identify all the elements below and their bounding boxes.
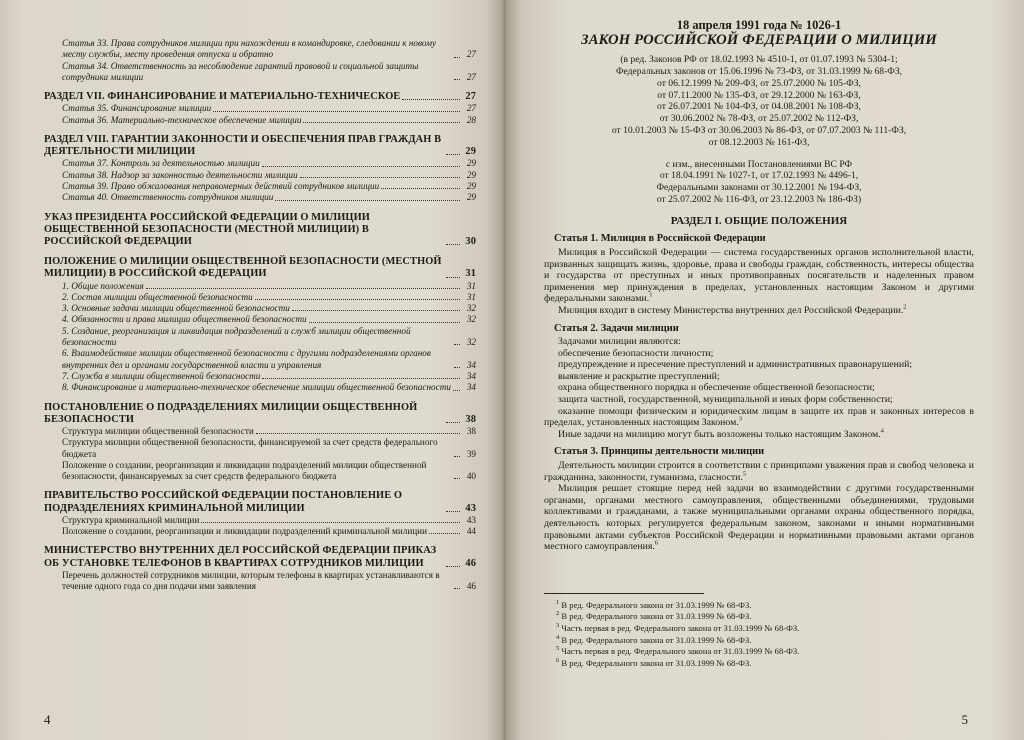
toc-entry xyxy=(44,371,476,382)
section-heading: РАЗДЕЛ I. ОБЩИЕ ПОЛОЖЕНИЯ xyxy=(670,214,848,227)
toc-page-number: 29 xyxy=(466,158,476,169)
amendment-line: от 10.01.2003 № 15-ФЗ от 30.06.2003 № 86-ФЗ, от 07.07.2003 № 111-ФЗ, xyxy=(611,124,907,136)
footnote-mark: 1 xyxy=(556,598,560,606)
toc-part-heading xyxy=(44,402,476,426)
law-date: 18 апреля 1991 года № 1026-1 xyxy=(676,18,842,32)
toc-page-number: 46 xyxy=(466,581,476,592)
toc-entry-text: Перечень должностей сотрудников милиции, которым телефоны в квартирах устанавливаются в течение одного года со дня подачи ими заявления xyxy=(62,569,440,592)
toc-entry-text: 4. Обязанности и права милиции общественной безопасности xyxy=(62,314,307,325)
toc-leader xyxy=(381,188,460,189)
toc-entry-text: Статья 36. Материально-техническое обеспечение милиции xyxy=(62,114,302,125)
toc-page-number: 27 xyxy=(466,71,476,82)
toc-part-heading xyxy=(44,256,476,280)
toc-leader xyxy=(446,566,460,567)
toc-page-number: 46 xyxy=(465,557,476,569)
article-2-heading: Статья 2. Задачи милиции xyxy=(554,322,679,334)
task-item: охрана общественного порядка и обеспечение общественной безопасности; xyxy=(558,382,875,394)
toc-page-number: 31 xyxy=(466,280,476,291)
toc-page-number: 29 xyxy=(466,169,476,180)
toc-page-number: 27 xyxy=(465,91,476,103)
page-number-right: 5 xyxy=(961,712,968,727)
toc-part-heading xyxy=(44,545,476,569)
toc-page-number: 38 xyxy=(465,413,476,425)
footnote-text: Часть первая в ред. Федерального закона от 31.03.1999 № 68-ФЗ. xyxy=(559,622,800,633)
toc-entry-text: ПРАВИТЕЛЬСТВО РОССИЙСКОЙ ФЕДЕРАЦИИ ПОСТАНОВЛЕНИЕ О ПОДРАЗДЕЛЕНИЯХ КРИМИНАЛЬНОЙ МИЛИЦИИ xyxy=(44,490,403,514)
toc-page-number: 34 xyxy=(466,382,476,393)
toc-part-heading xyxy=(44,91,476,103)
toc-entry xyxy=(44,303,476,314)
amendment-line: (в ред. Законов РФ от 18.02.1993 № 4510-1, от 01.07.1993 № 5304-1; xyxy=(620,54,898,66)
toc-entry xyxy=(44,181,476,192)
law-title: ЗАКОН РОССИЙСКОЙ ФЕДЕРАЦИИ О МИЛИЦИИ xyxy=(581,31,937,48)
toc-leader xyxy=(309,322,460,323)
footnote xyxy=(544,600,974,612)
toc-entry xyxy=(44,382,476,393)
toc-leader xyxy=(262,166,460,167)
toc-page-number: 27 xyxy=(466,49,476,60)
task-item: обеспечение безопасности личности; xyxy=(558,347,714,359)
article-1-paragraph-2: Милиция входит в систему Министерства внутренних дел Российской Федерации.$^2$ xyxy=(558,303,907,316)
toc-leader xyxy=(300,177,460,178)
toc-leader xyxy=(275,200,460,201)
toc-leader xyxy=(454,344,460,345)
toc-entry xyxy=(44,326,476,349)
toc-entry xyxy=(44,192,476,203)
toc-page-number: 27 xyxy=(466,103,476,114)
change-line: с изм., внесенными Постановлениями ВС РФ xyxy=(665,158,853,170)
toc-leader xyxy=(201,522,460,523)
footnote-text: В ред. Федерального закона от 31.03.1999 № 68-ФЗ. xyxy=(559,599,752,610)
toc-leader xyxy=(446,422,460,423)
toc-entry xyxy=(44,170,476,181)
toc-leader xyxy=(256,433,460,434)
left-page xyxy=(0,0,506,740)
toc-entry-text: МИНИСТЕРСТВО ВНУТРЕННИХ ДЕЛ РОССИЙСКОЙ ФЕДЕРАЦИИ ПРИКАЗ ОБ УСТАНОВКЕ ТЕЛЕФОНОВ В КВАРТИРАХ СОТРУДНИКОВ МИЛИЦИИ xyxy=(44,545,437,569)
toc-page-number: 44 xyxy=(466,526,476,537)
task-item: защита частной, государственной, муниципальной и иных форм собственности; xyxy=(558,394,893,406)
toc-entry xyxy=(44,426,476,437)
amendment-line: Федеральных законов от 15.06.1996 № 73-ФЗ, от 31.03.1999 № 68-ФЗ, xyxy=(615,65,903,77)
toc-entry-text: РАЗДЕЛ VIII. ГАРАНТИИ ЗАКОННОСТИ И ОБЕСПЕЧЕНИЯ ПРАВ ГРАЖДАН В ДЕЯТЕЛЬНОСТИ МИЛИЦИИ xyxy=(44,133,442,158)
toc-entry-text: 7. Служба в милиции общественной безопасности xyxy=(62,370,261,381)
footnote-mark: 3 xyxy=(556,622,560,630)
amendment-line: от 26.07.2001 № 104-ФЗ, от 04.08.2001 № 108-ФЗ, xyxy=(657,101,861,113)
article-1-paragraph-1: Милиция в Российской Федерации — система государственных органов исполнительной власти, призванных защищать жизнь, здоровье, права и свободы граждан, собственность, интересы общества и государства от преступных и иных противоправных посягательств и наделенных правом применения мер принуждения в пределах, установленных настоящим Законом и другими федеральными законами.$^1$ xyxy=(544,246,974,305)
toc-page-number: 29 xyxy=(465,146,476,158)
footnote-mark: 6 xyxy=(556,656,560,664)
footnote xyxy=(544,646,974,658)
toc-entry-text: Статья 38. Надзор за законностью деятельности милиции xyxy=(62,169,298,180)
toc-page-number: 40 xyxy=(466,471,476,482)
toc-leader xyxy=(262,378,460,379)
footnote-text: Часть первая в ред. Федерального закона от 31.03.1999 № 68-ФЗ. xyxy=(559,646,800,657)
toc-page-number: 32 xyxy=(466,303,476,314)
toc-entry-text: РАЗДЕЛ VII. ФИНАНСИРОВАНИЕ И МАТЕРИАЛЬНО-ТЕХНИЧЕСКОЕ xyxy=(44,91,401,103)
article-1-heading: Статья 1. Милиция в Российской Федерации xyxy=(554,233,766,245)
amendment-line: от 06.12.1999 № 209-ФЗ, от 25.07.2000 № 105-ФЗ, xyxy=(657,77,861,89)
toc-page-number: 30 xyxy=(465,235,476,247)
footnote xyxy=(544,635,974,647)
footnote xyxy=(544,658,974,670)
amendment-line: от 30.06.2002 № 78-ФЗ, от 25.07.2002 № 112-ФЗ, xyxy=(659,113,859,125)
footnote xyxy=(544,611,974,623)
toc-entry-text: ПОСТАНОВЛЕНИЕ О ПОДРАЗДЕЛЕНИЯХ МИЛИЦИИ ОБЩЕСТВЕННОЙ БЕЗОПАСНОСТИ xyxy=(44,401,418,425)
toc-entry-text: Статья 35. Финансирование милиции xyxy=(62,103,212,114)
toc-page-number: 38 xyxy=(466,425,476,436)
change-line: Федеральными законами от 30.12.2001 № 194-ФЗ, xyxy=(656,182,862,194)
toc-leader xyxy=(402,99,460,100)
toc-entry-text: Структура милиции общественной безопасности, финансируемой за счет средств федерального бюджета xyxy=(62,437,438,459)
toc-entry xyxy=(44,570,476,593)
toc-page-number: 43 xyxy=(466,514,476,525)
toc-entry-text: 1. Общие положения xyxy=(62,280,144,291)
toc-page-number: 29 xyxy=(466,180,476,191)
amendment-line: от 07.11.2000 № 135-ФЗ, от 29.12.2000 № 163-ФЗ, xyxy=(657,89,861,101)
toc-entry-text: Статья 33. Права сотрудников милиции при нахождении в командировке, следовании к новому месту службы, месту проведения отпуска и обратно xyxy=(62,38,437,60)
toc-entry xyxy=(44,115,476,126)
toc-entry xyxy=(44,38,476,61)
toc-leader xyxy=(454,456,460,457)
toc-entry-text: Статья 39. Право обжалования неправомерных действий сотрудников милиции xyxy=(62,180,380,191)
toc-entry-text: Статья 34. Ответственность за несоблюдение гарантий правовой и социальной защиты сотрудника милиции xyxy=(62,60,419,82)
toc-leader xyxy=(429,533,460,534)
task-item: предупреждение и пресечение преступлений и административных правонарушений; xyxy=(558,359,913,371)
toc-part-heading xyxy=(44,134,476,158)
toc-entry-text: ПОЛОЖЕНИЕ О МИЛИЦИИ ОБЩЕСТВЕННОЙ БЕЗОПАСНОСТИ (МЕСТНОЙ МИЛИЦИИ) В РОССИЙСКОЙ ФЕДЕРАЦИИ xyxy=(44,256,442,280)
toc-page-number: 32 xyxy=(466,337,476,348)
article-2-list xyxy=(544,348,974,406)
toc-page-number: 31 xyxy=(465,268,476,280)
article-3-heading: Статья 3. Принципы деятельности милиции xyxy=(554,446,765,458)
footnote-text: В ред. Федерального закона от 31.03.1999 № 68-ФЗ. xyxy=(559,611,752,622)
toc-entry-text: Положение о создании, реорганизации и ликвидации подразделений криминальной милиции xyxy=(62,526,427,537)
toc-leader xyxy=(454,367,460,368)
amendment-line: от 08.12.2003 № 161-ФЗ, xyxy=(708,136,810,148)
toc-entry-text: Статья 37. Контроль за деятельностью милиции xyxy=(62,158,260,169)
toc-leader xyxy=(213,111,460,112)
footnotes xyxy=(544,600,974,670)
toc-entry xyxy=(44,515,476,526)
toc-leader xyxy=(446,244,460,245)
article-3-paragraph-1: Деятельность милиции строится в соответствии с принципами уважения прав и свобод человека и гражданина, законности, гуманизма, гласности.$^5$ xyxy=(544,460,974,483)
toc-page-number: 32 xyxy=(466,314,476,325)
right-page xyxy=(506,0,1024,740)
toc-leader xyxy=(292,310,460,311)
law-text xyxy=(544,20,974,669)
footnote-mark: 2 xyxy=(556,610,560,618)
article-3-paragraph-2: Милиция решает стоящие перед ней задачи во взаимодействии с другими государственными органами, органами местного самоуправления, общественными объединениями, трудовыми коллективами и гражданами, а также муниципальными органами охраны общественного порядка, деятельность которых регулируется федеральным законом, законами и иными нормативными правовыми актами субъектов Российской Федерации и нормативными правовыми актами органов местного самоуправления.$^6$ xyxy=(544,483,974,553)
toc-entry xyxy=(44,292,476,303)
toc-page-number: 43 xyxy=(465,502,476,514)
change-line: от 25.07.2002 № 116-ФЗ, от 23.12.2003 № 186-ФЗ) xyxy=(656,193,862,205)
article-2-intro: Задачами милиции являются: xyxy=(558,336,681,348)
page-number-left: 4 xyxy=(44,712,51,727)
toc-entry-text: Структура криминальной милиции xyxy=(62,514,200,525)
article-2-last-item: оказание помощи физическим и юридическим лицам в защите их прав и законных интересов в пределах, установленных настоящим Законом.$^3$ xyxy=(544,405,974,429)
footnote-rule xyxy=(544,593,704,594)
toc-entry xyxy=(44,281,476,292)
toc-part-heading xyxy=(44,212,476,249)
toc-leader xyxy=(454,79,460,80)
toc-entry xyxy=(44,61,476,84)
toc-entry-text: 3. Основные задачи милиции общественной безопасности xyxy=(62,303,290,314)
amendments-list xyxy=(544,54,974,148)
footnote-mark: 4 xyxy=(556,633,560,641)
toc-leader xyxy=(446,154,460,155)
toc-entry-text: 6. Взаимодействие милиции общественной безопасности с другими подразделениями органов внутренних дел и органами государственной власти и управления xyxy=(62,348,431,370)
toc-entry-text: 5. Создание, реорганизация и ликвидация подразделений и служб милиции общественной безопасности xyxy=(62,325,411,348)
footnote-text: В ред. Федерального закона от 31.03.1999 № 68-ФЗ. xyxy=(559,634,752,645)
toc-entry xyxy=(44,103,476,114)
toc-entry-text: Структура милиции общественной безопасности xyxy=(62,425,254,436)
toc-page-number: 34 xyxy=(466,359,476,370)
toc-leader xyxy=(454,57,460,58)
toc-part-heading xyxy=(44,490,476,514)
toc-page-number: 34 xyxy=(466,370,476,381)
toc-entry-text: 8. Финансирование и материально-техническое обеспечение милиции общественной безопасности xyxy=(62,382,451,393)
toc-leader xyxy=(453,390,460,391)
toc-entry-text: Статья 40. Ответственность сотрудников милиции xyxy=(62,192,274,203)
table-of-contents xyxy=(44,38,476,592)
toc-entry-text: 2. Состав милиции общественной безопасности xyxy=(62,291,253,302)
toc-entry xyxy=(44,460,476,483)
toc-leader xyxy=(255,299,460,300)
toc-entry xyxy=(44,437,476,460)
toc-page-number: 29 xyxy=(466,192,476,203)
toc-entry-text: Положение о создании, реорганизации и ликвидации подразделений милиции общественной безопасности, финансируемых за счет средств федерального бюджета xyxy=(62,459,427,482)
change-line: от 18.04.1991 № 1027-1, от 17.02.1993 № 4496-1, xyxy=(659,170,859,182)
toc-leader xyxy=(454,478,460,479)
changes-list xyxy=(544,159,974,206)
footnote xyxy=(544,623,974,635)
toc-entry xyxy=(44,314,476,325)
toc-entry xyxy=(44,158,476,169)
toc-leader xyxy=(454,588,460,589)
toc-leader xyxy=(446,511,460,512)
task-item: выявление и раскрытие преступлений; xyxy=(558,370,720,382)
footnote-text: В ред. Федерального закона от 31.03.1999 № 68-ФЗ. xyxy=(559,657,752,668)
toc-leader xyxy=(303,122,460,123)
toc-leader xyxy=(146,288,460,289)
toc-entry-text: УКАЗ ПРЕЗИДЕНТА РОССИЙСКОЙ ФЕДЕРАЦИИ О МИЛИЦИИ ОБЩЕСТВЕННОЙ БЕЗОПАСНОСТИ (МЕСТНОЙ МИЛИЦИИ) В РОССИЙСКОЙ ФЕДЕРАЦИИ xyxy=(44,211,370,247)
article-2-other: Иные задачи на милицию могут быть возложены только настоящим Законом.$^4$ xyxy=(558,427,884,440)
toc-entry xyxy=(44,526,476,537)
toc-page-number: 39 xyxy=(466,448,476,459)
footnote-mark: 5 xyxy=(556,645,560,653)
toc-entry xyxy=(44,348,476,371)
toc-leader xyxy=(446,277,460,278)
toc-page-number: 28 xyxy=(466,114,476,125)
toc-page-number: 31 xyxy=(466,291,476,302)
